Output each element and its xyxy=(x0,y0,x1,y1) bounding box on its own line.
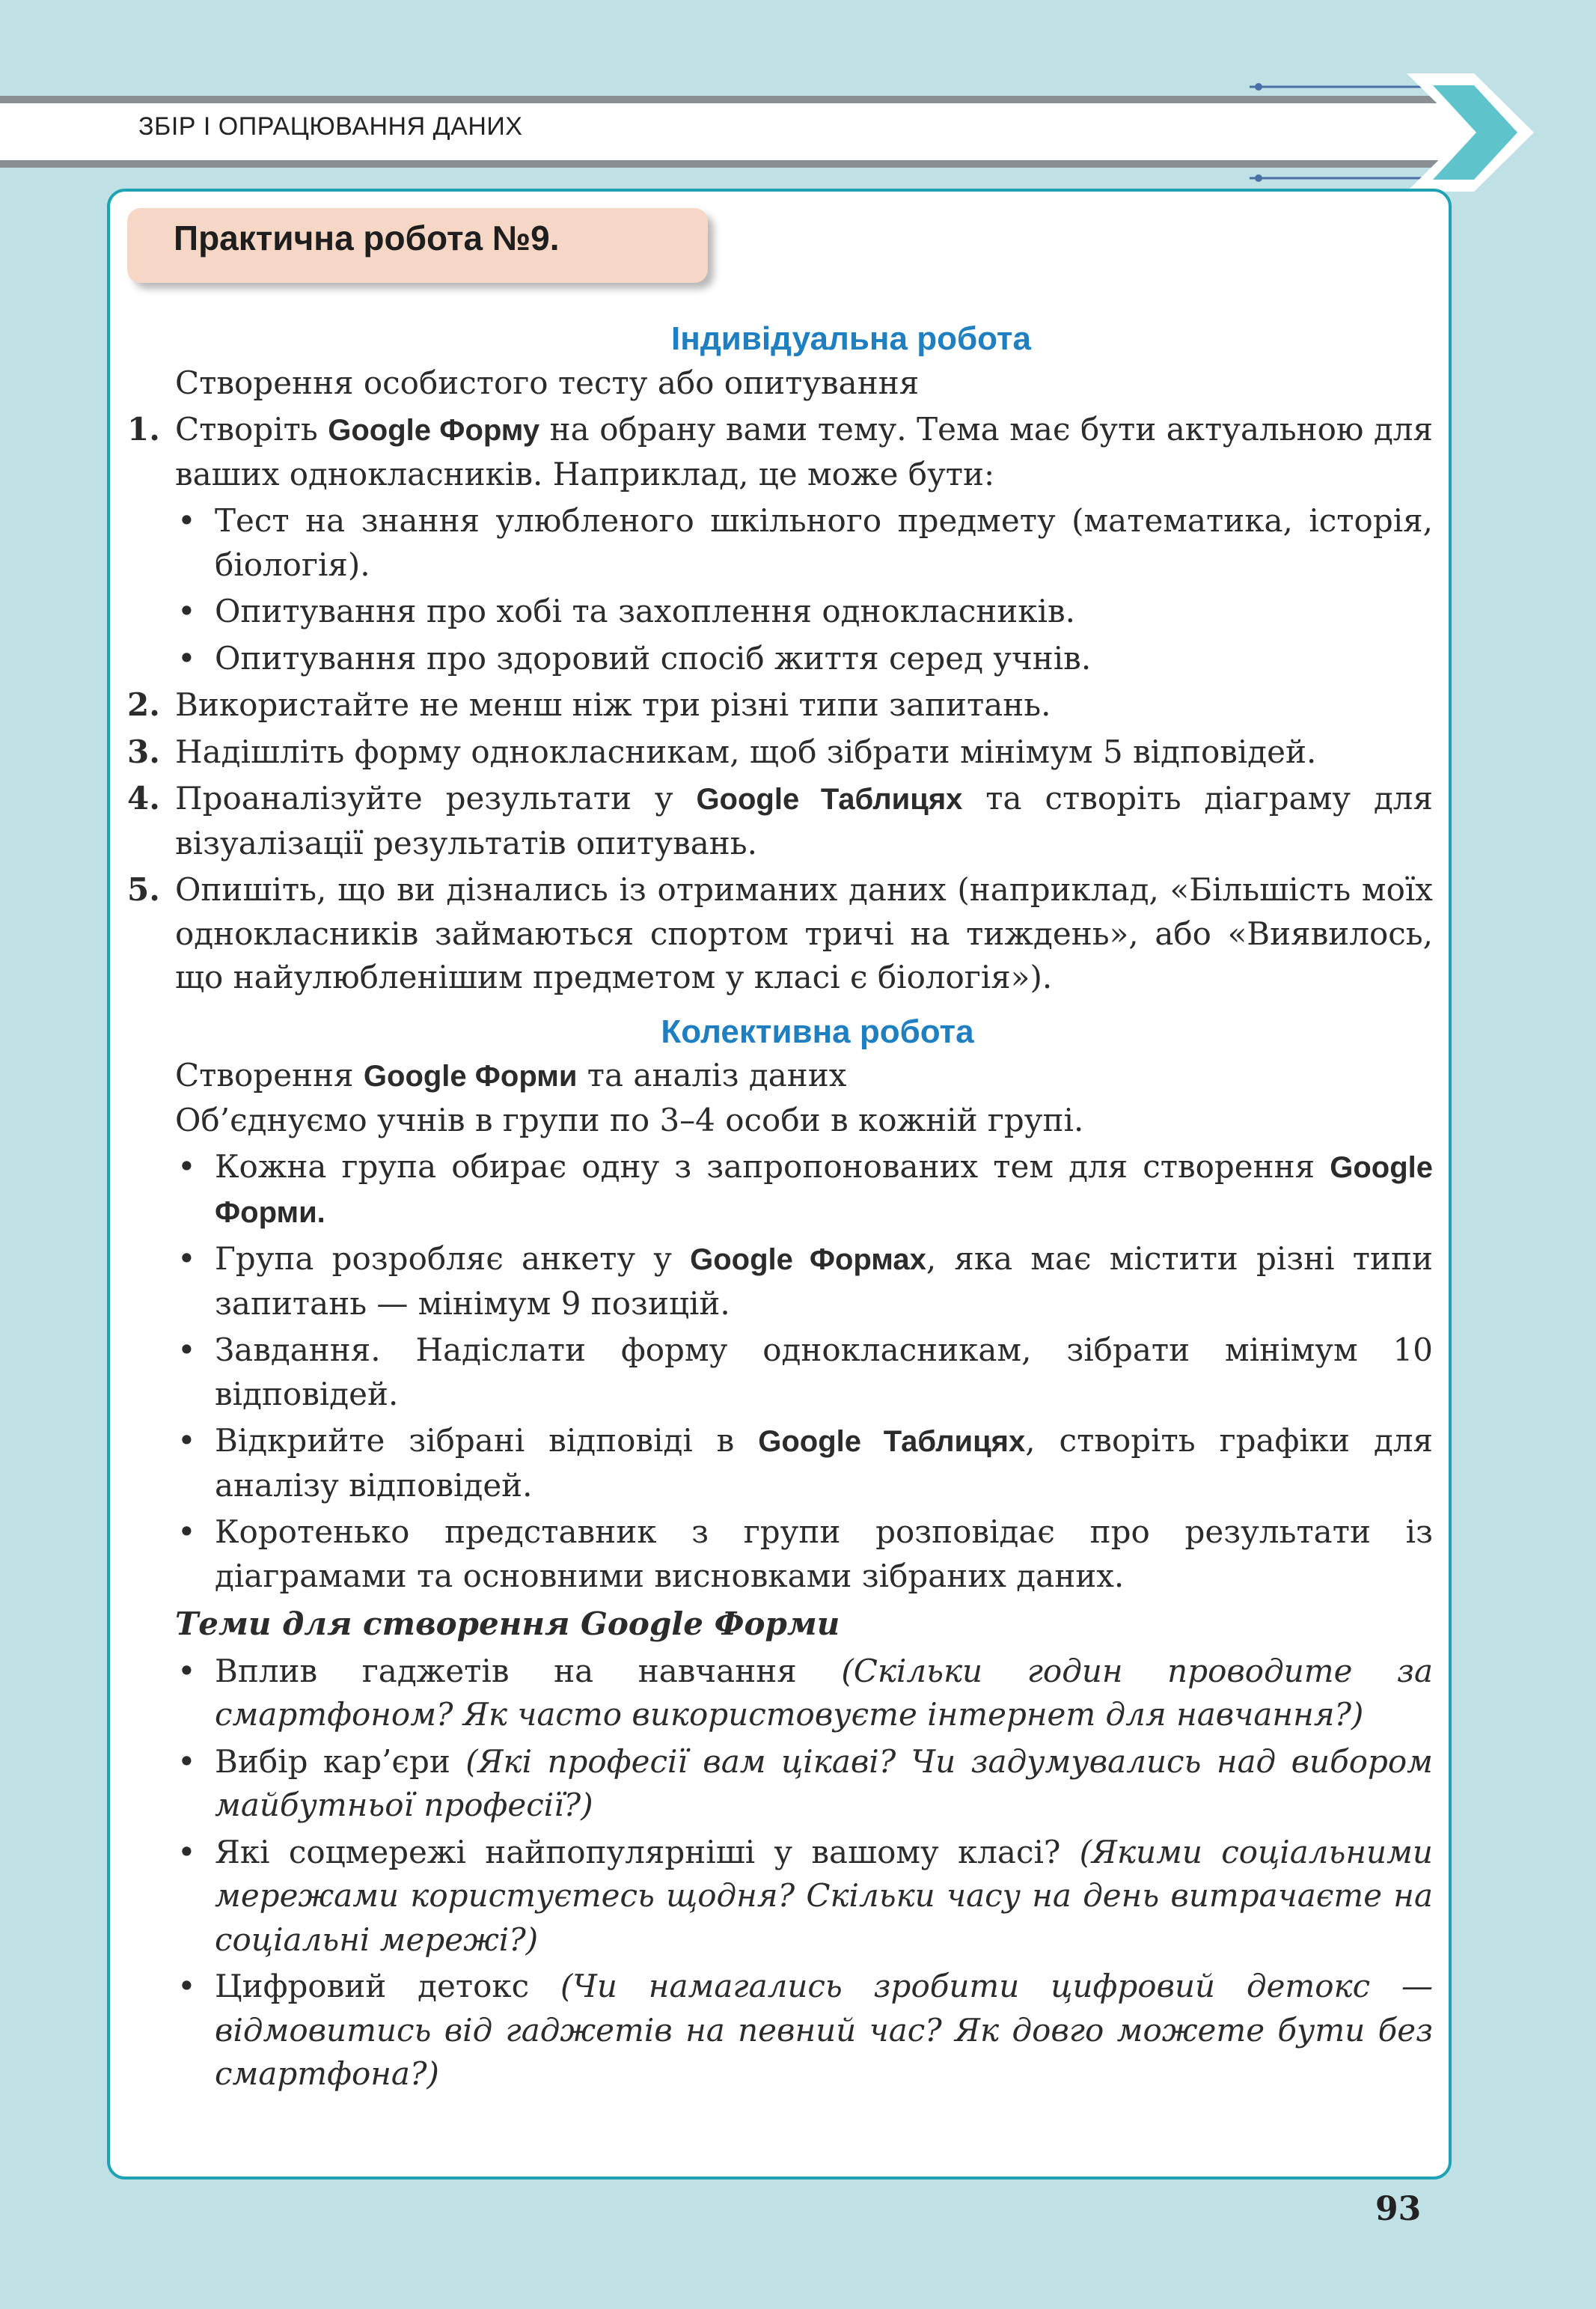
collective-item: • Коротенько представник з групи розповідає про результати із діаграмами та основними висновками зібраних даних. xyxy=(177,1513,1433,1594)
step-1: 1. Створіть Google Форму на обрану вами тему. Тема має бути актуальною для ваших однокласників. Наприклад, це може бути: xyxy=(127,411,1433,492)
collective-groups: Об’єднуємо учнів в групи по 3–4 особи в кожній групі. xyxy=(175,1101,1084,1138)
collective-item: • Кожна група обирає одну з запропонованих тем для створення Google Форми. xyxy=(177,1148,1433,1229)
chevron-arrow-icon xyxy=(1220,69,1556,196)
individual-heading: Індивідуальна робота xyxy=(671,320,1031,357)
step-2: 2. Використайте не менш ніж три різні типи запитань. xyxy=(127,686,1051,723)
collective-item: • Відкрийте зібрані відповіді в Google Таблицях, створіть графіки для аналізу відповідей. xyxy=(177,1422,1434,1504)
example-item: • Тест на знання улюбленого шкільного предмету (математика, історія, біологія). xyxy=(177,502,1433,583)
example-item: • Опитування про здоровий спосіб життя серед учнів. xyxy=(177,639,1092,677)
collective-heading: Колективна робота xyxy=(661,1013,974,1050)
step-3: 3. Надішліть форму однокласникам, щоб зібрати мінімум 5 відповідей. xyxy=(127,733,1317,770)
step-5: 5. Опишіть, що ви дізнались із отриманих даних (наприклад, «Більшість моїх однокласників займаються спортом тричі на тиждень», або «Виявилось, що найулюбленішим предметом у класі є біологія»). xyxy=(127,871,1433,995)
individual-subtitle: Створення особистого тесту або опитування xyxy=(175,364,920,401)
theme-item: • Вибір кар’єри (Які професії вам цікаві? Чи задумувались над вибором майбутньої професії?) xyxy=(177,1742,1433,1823)
example-item: • Опитування про хобі та захоплення однокласників. xyxy=(177,593,1075,629)
page-number: 93 xyxy=(1375,2190,1422,2228)
collective-subtitle: Створення Google Форми та аналіз даних xyxy=(175,1057,847,1094)
step-4: 4. Проаналізуйте результати у Google Таблицях та створіть діаграму для візуалізації результатів опитувань. xyxy=(127,780,1433,861)
collective-item: • Завдання. Надіслати форму однокласникам, зібрати мінімум 10 відповідей. xyxy=(177,1332,1433,1412)
section-title: ЗБІР І ОПРАЦЮВАННЯ ДАНИХ xyxy=(138,112,523,141)
theme-item: • Які соцмережі найпопулярніші у вашому класі? (Якими соціальними мережами користуєтесь щодня? Скільки часу на день витрачаєте на соціальні мережі?) xyxy=(177,1833,1433,1958)
themes-title: Теми для створення Google Форми xyxy=(175,1605,840,1642)
collective-item: • Група розробляє анкету у Google Формах, яка має містити різні типи запитань — мінімум 9 позицій. xyxy=(177,1240,1433,1322)
practical-work-title: Практична робота №9. xyxy=(174,219,560,257)
theme-item: • Вплив гаджетів на навчання (Скільки годин проводите за смартфоном? Як часто використовуєте інтернет для навчання?) xyxy=(177,1652,1433,1733)
content xyxy=(127,317,1433,2096)
theme-item: • Цифровий детокс (Чи намагались зробити цифровий детокс — відмовитись від гаджетів на певний час? Як довго можете бути без смартфона?) xyxy=(177,1968,1433,2092)
